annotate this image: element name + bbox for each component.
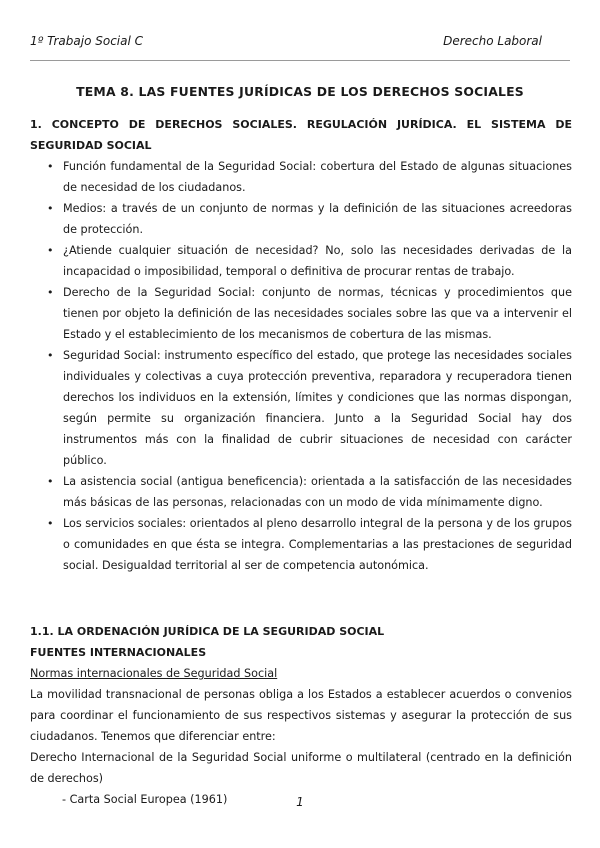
international-norms-subheading: Normas internacionales de Seguridad Social	[30, 667, 278, 680]
header-course: 1º Trabajo Social C	[30, 34, 144, 48]
section-spacer	[30, 576, 572, 621]
page-number: 1	[296, 795, 304, 809]
international-sources-heading: FUENTES INTERNACIONALES	[30, 646, 207, 659]
header-subject: Derecho Laboral	[443, 34, 542, 48]
bullet-item: • ¿Atiende cualquier situación de necesidad? No, solo las necesidades derivadas de la incapacidad o imposibilidad, temporal o definitiva de procurar rentas de trabajo.	[63, 240, 572, 282]
section-1-1-heading: 1.1. LA ORDENACIÓN JURÍDICA DE LA SEGURIDAD SOCIAL	[30, 625, 385, 638]
paragraph-mobility: La movilidad transnacional de personas obliga a los Estados a establecer acuerdos o convenios para coordinar el funcionamiento de sus respectivos sistemas y asegurar la protección de sus ciudadanos. Tenemos que diferenciar entre:	[30, 688, 572, 743]
paragraph-uniform-law: Derecho Internacional de la Seguridad Social uniforme o multilateral (centrado en la definición de derechos)	[30, 751, 572, 785]
document-body	[30, 114, 572, 810]
header-divider	[30, 60, 570, 61]
bullet-item: • Medios: a través de un conjunto de normas y la definición de las situaciones acreedoras de protección.	[63, 198, 572, 240]
bullet-item: • Los servicios sociales: orientados al pleno desarrollo integral de la persona y de los grupos o comunidades en que ésta se integra. Complementarias a las prestaciones de seguridad social. Desigualdad territorial al ser de competencia autonómica.	[63, 513, 572, 576]
section-1-heading: 1. CONCEPTO DE DERECHOS SOCIALES. REGULACIÓN JURÍDICA. EL SISTEMA DE SEGURIDAD SOCIAL	[30, 118, 572, 152]
bullet-item: • Derecho de la Seguridad Social: conjunto de normas, técnicas y procedimientos que tienen por objeto la definición de las necesidades sociales sobre las que va a intervenir el Estado y el establecimiento de los mecanismos de cobertura de las mismas.	[63, 282, 572, 345]
bullet-item: • Seguridad Social: instrumento específico del estado, que protege las necesidades sociales individuales y colectivas a cuya protección preventiva, reparadora y recuperadora tienen derechos los individuos en la extensión, límites y condiciones que las normas dispongan, según permite su organización financiera. Junto a la Seguridad Social hay dos instrumentos más con la finalidad de cubrir situaciones de necesidad con carácter público.	[63, 345, 572, 471]
list-item-social-charter: - Carta Social Europea (1961)	[62, 793, 228, 806]
bullet-item: • La asistencia social (antigua beneficencia): orientada a la satisfacción de las necesidades más básicas de las personas, relacionadas con un modo de vida mínimamente digno.	[63, 471, 572, 513]
page-header	[30, 34, 570, 52]
section-1-bullet-list	[30, 156, 572, 576]
document-title: TEMA 8. LAS FUENTES JURÍDICAS DE LOS DERECHOS SOCIALES	[76, 84, 524, 99]
bullet-item: • Función fundamental de la Seguridad Social: cobertura del Estado de algunas situaciones de necesidad de los ciudadanos.	[63, 156, 572, 198]
